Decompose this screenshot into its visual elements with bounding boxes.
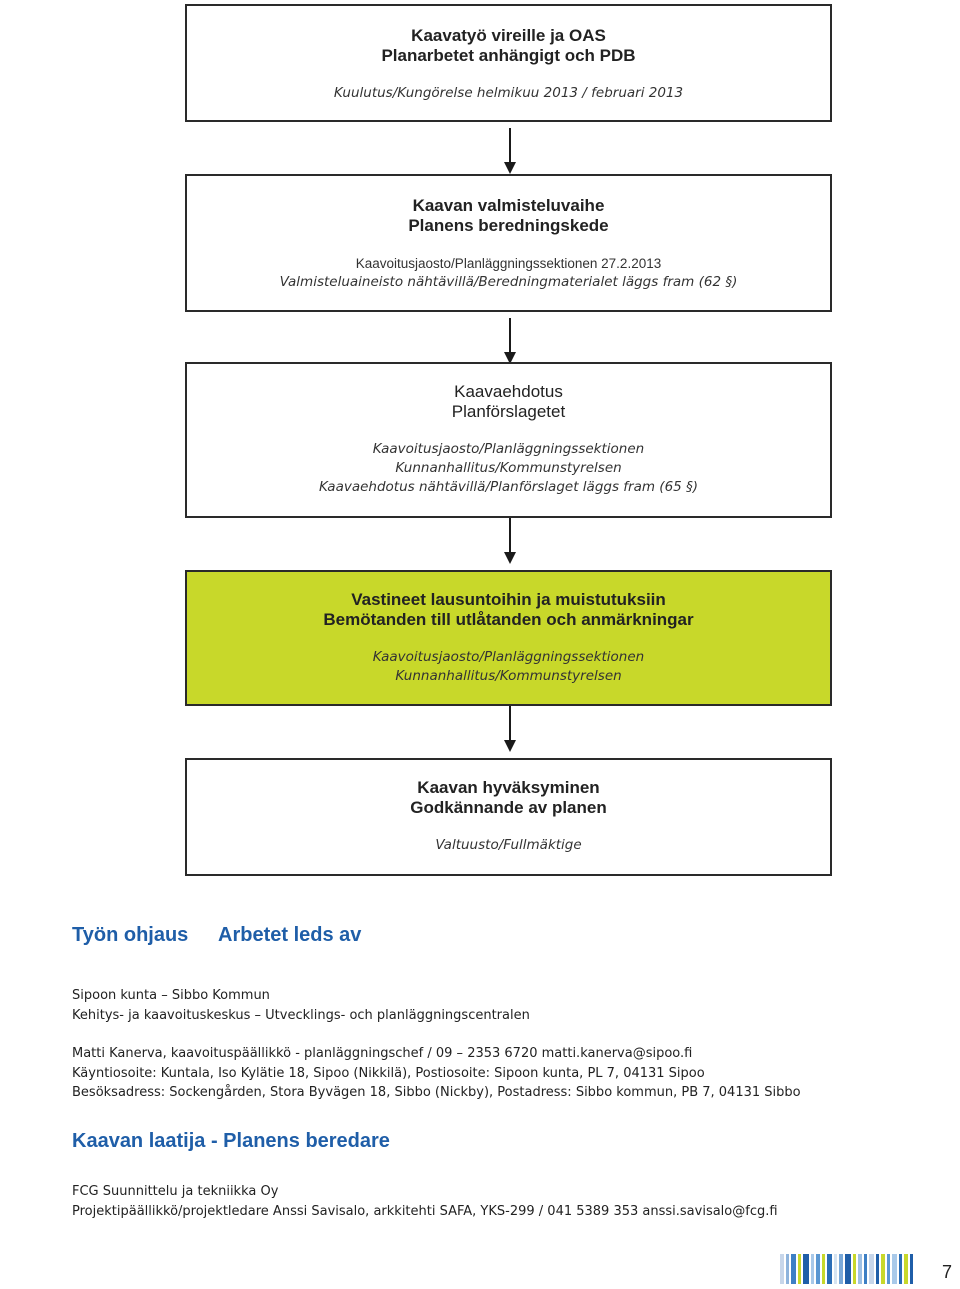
stage-detail: Kunnanhallitus/Kommunstyrelsen xyxy=(395,668,622,684)
stage-detail: Kaavaehdotus nähtävillä/Planförslaget läggs fram (65 §) xyxy=(318,479,699,495)
page-number: 7 xyxy=(942,1262,953,1282)
down-arrow-icon xyxy=(500,318,520,366)
stage-box-initiation xyxy=(185,4,832,122)
stage-title-fi: Kaavatyö vireille ja OAS xyxy=(411,26,606,45)
footer-stripes-decoration xyxy=(780,1254,916,1284)
stage-title-fi: Kaavan hyväksyminen xyxy=(417,778,600,797)
org-line: Sipoon kunta – Sibbo Kommun xyxy=(72,988,270,1003)
guidance-org xyxy=(72,986,530,1025)
preparer-heading: Kaavan laatija - Planens beredare xyxy=(72,1130,390,1152)
down-arrow-icon xyxy=(500,518,520,566)
stage-title-sv: Godkännande av planen xyxy=(410,798,607,817)
stage-title-fi: Kaavan valmisteluvaihe xyxy=(412,196,605,215)
stage-title-sv: Planens beredningskede xyxy=(408,216,609,235)
stage-detail: Kunnanhallitus/Kommunstyrelsen xyxy=(395,460,622,476)
stage-title-sv: Bemötanden till utlåtanden och anmärkningar xyxy=(323,610,694,629)
stage-box-responses xyxy=(185,570,832,706)
preparer-line: FCG Suunnittelu ja tekniikka Oy xyxy=(72,1184,279,1199)
stage-box-preparation xyxy=(185,174,832,312)
stage-title-sv: Planarbetet anhängigt och PDB xyxy=(381,46,636,65)
stage-detail: Kaavoitusjaosto/Planläggningssektionen 27.2.2013 xyxy=(355,256,662,271)
guidance-heading-fi: Työn ohjaus xyxy=(72,924,189,946)
down-arrow-icon xyxy=(500,706,520,754)
stage-box-proposal xyxy=(185,362,832,518)
down-arrow-icon xyxy=(500,128,520,176)
stage-title-sv: Planförslagetet xyxy=(451,402,566,421)
stage-title-fi: Kaavaehdotus xyxy=(454,382,563,401)
stage-detail: Kaavoitusjaosto/Planläggningssektionen xyxy=(372,649,645,665)
stage-box-approval xyxy=(185,758,832,876)
preparer-info xyxy=(72,1182,778,1221)
org-line: Kehitys- ja kaavoituskeskus – Utvecklings- och planläggningscentralen xyxy=(72,1007,530,1023)
guidance-contact xyxy=(72,1044,801,1103)
stage-detail: Kuulutus/Kungörelse helmikuu 2013 / februari 2013 xyxy=(333,85,684,101)
contact-line: Käyntiosoite: Kuntala, Iso Kylätie 18, Sipoo (Nikkilä), Postiosoite: Sipoon kunta, PL 7, 04131 Sipoo xyxy=(72,1065,705,1081)
stage-detail: Valmisteluaineisto nähtävillä/Beredningmaterialet läggs fram (62 §) xyxy=(279,274,738,290)
contact-line: Matti Kanerva, kaavoituspäällikkö - planläggningschef / 09 – 2353 6720 matti.kanerva@sipoo.fi xyxy=(72,1046,693,1061)
stage-detail: Valtuusto/Fullmäktige xyxy=(435,837,582,853)
stage-title-fi: Vastineet lausuntoihin ja muistutuksiin xyxy=(351,590,666,609)
preparer-line: Projektipäällikkö/projektledare Anssi Savisalo, arkkitehti SAFA, YKS-299 / 041 5389 353 anssi.savisalo@fcg.fi xyxy=(72,1203,778,1219)
stage-detail: Kaavoitusjaosto/Planläggningssektionen xyxy=(372,441,645,457)
guidance-heading-sv: Arbetet leds av xyxy=(218,924,362,946)
contact-line: Besöksadress: Sockengården, Stora Byvägen 18, Sibbo (Nickby), Postadress: Sibbo kommun, PB 7, 04131 Sibbo xyxy=(72,1085,801,1100)
